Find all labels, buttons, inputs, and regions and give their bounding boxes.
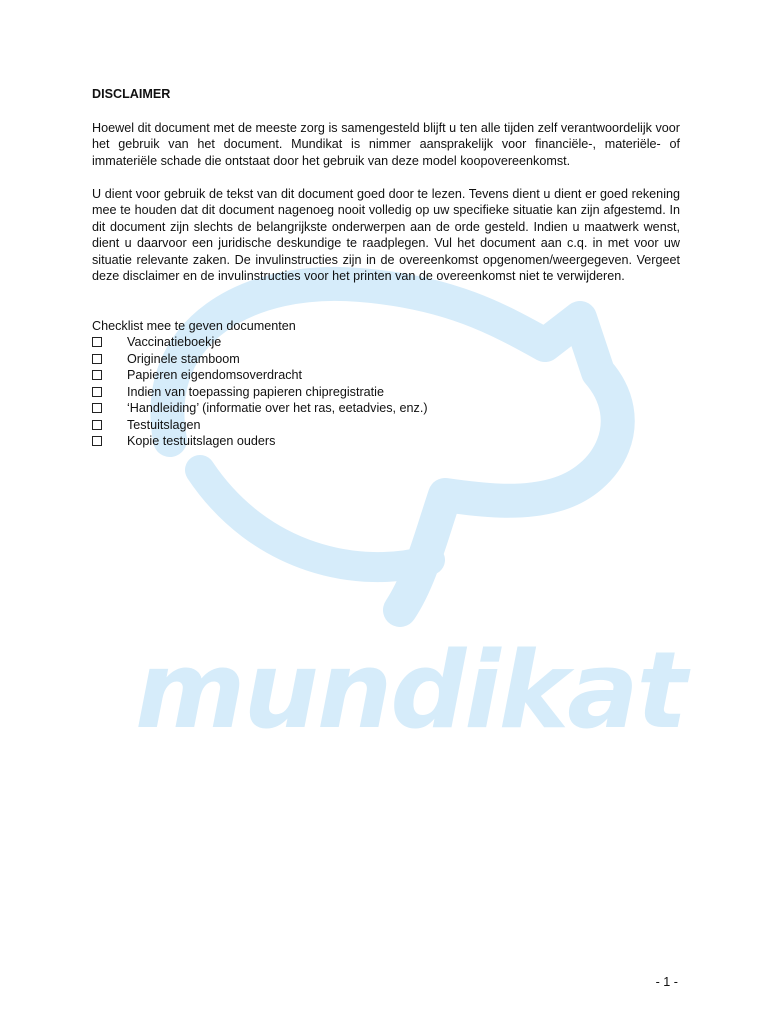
checkbox-icon[interactable] bbox=[92, 337, 102, 347]
checklist-item-label: Originele stamboom bbox=[127, 351, 240, 366]
checklist-title: Checklist mee te geven documenten bbox=[92, 318, 296, 333]
checkbox-icon[interactable] bbox=[92, 420, 102, 430]
checklist-items bbox=[92, 334, 680, 450]
checkbox-icon[interactable] bbox=[92, 403, 102, 413]
checklist-item-label: Vaccinatieboekje bbox=[127, 335, 222, 349]
paragraph-instructions: U dient voor gebruik de tekst van dit document goed door te lezen. Tevens dient u dient er goed rekening mee te houden dat dit document nagenoeg nooit volledig op uw specifieke situatie kan zijn afgestemd. In dit document zijn slechts de belangrijkste onderwerpen aan de orde gesteld. Indien u maatwerk wenst, dient u daarvoor een juridische deskundige te raadplegen. Vul het document aan c.q. in met voor uw situatie relevante zaken. De invulinstructies zijn in de overeenkomst opgenomen/weergegeven. Vergeet deze disclaimer en de invulinstructies voor het printen van de overeenkomst niet te verwijderen. bbox=[92, 186, 680, 283]
document-body bbox=[92, 86, 680, 450]
checklist-item-label: Kopie testuitslagen ouders bbox=[127, 434, 276, 448]
checklist-item-label: Testuitslagen bbox=[127, 417, 201, 432]
checklist-item-label: Papieren eigendomsoverdracht bbox=[127, 368, 303, 382]
watermark-cat-tail bbox=[200, 470, 430, 567]
checklist-item-label: ‘Handleiding’ (informatie over het ras, eetadvies, enz.) bbox=[127, 401, 428, 415]
checklist-item bbox=[92, 351, 680, 368]
checklist-item bbox=[92, 384, 680, 401]
page-number: - 1 - bbox=[655, 975, 678, 989]
paragraph-liability: Hoewel dit document met de meeste zorg is samengesteld blijft u ten alle tijden zelf verantwoordelijk voor het gebruik van het document. Mundikat is nimmer aansprakelijk voor financiële-, materiële- of immateriële schade die ontstaat door het gebruik van deze model koopovereenkomst. bbox=[92, 120, 680, 168]
checkbox-icon[interactable] bbox=[92, 370, 102, 380]
checkbox-icon[interactable] bbox=[92, 436, 102, 446]
checklist-item bbox=[92, 400, 680, 417]
watermark-wordmark: mundikat bbox=[135, 629, 686, 752]
document-title: DISCLAIMER bbox=[92, 87, 171, 101]
checklist bbox=[92, 318, 680, 450]
checklist-item bbox=[92, 367, 680, 384]
checkbox-icon[interactable] bbox=[92, 387, 102, 397]
checklist-item bbox=[92, 334, 680, 351]
checklist-item bbox=[92, 417, 680, 434]
checkbox-icon[interactable] bbox=[92, 354, 102, 364]
checklist-item-label: Indien van toepassing papieren chipregistratie bbox=[127, 384, 384, 399]
checklist-item bbox=[92, 433, 680, 450]
